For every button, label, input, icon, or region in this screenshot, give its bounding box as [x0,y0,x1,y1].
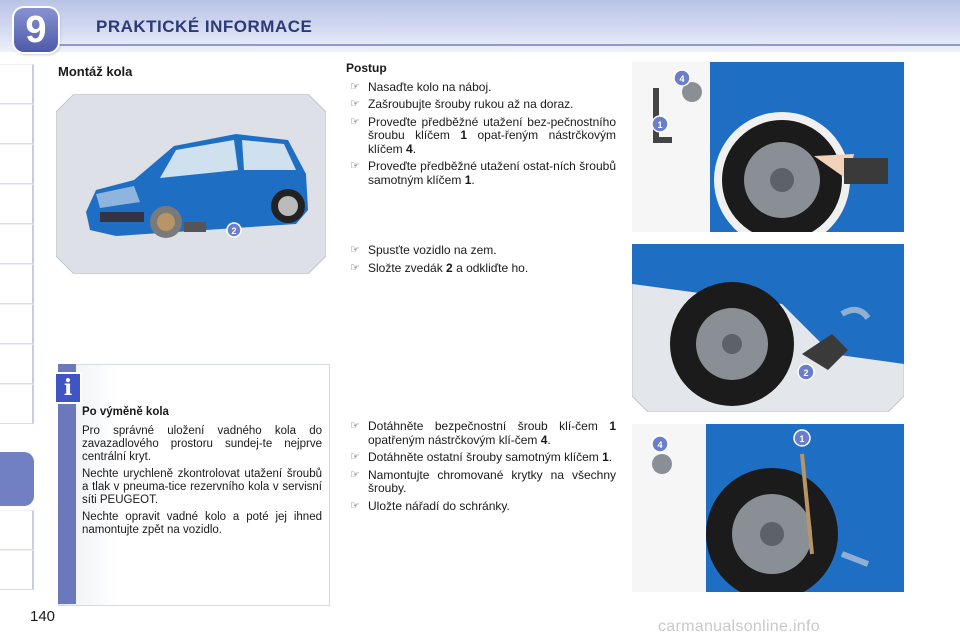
side-tab[interactable] [0,264,34,304]
arrow-icon: ☞ [350,499,360,512]
side-tab[interactable] [0,184,34,224]
section-title: Montáž kola [58,64,133,79]
side-tab[interactable] [0,550,34,590]
bolt-tightening-illustration [632,424,904,592]
arrow-icon: ☞ [350,80,360,93]
header-divider [40,44,960,46]
page-number: 140 [30,608,56,625]
procedure-step: ☞ Dotáhněte bezpečnostní šroub klí-čem 1 opatřeným nástrčkovým klí-čem 4. [350,419,616,447]
arrow-icon: ☞ [350,451,360,463]
watermark: carmanualsonline.info [658,618,820,635]
wheel-mounting-illustration [632,62,904,232]
fig3-callout-1: 1 [799,434,805,444]
procedure-step: ☞ Proveďte předběžné utažení ostat-ních šroubů samotným klíčem 1. [350,159,616,187]
procedure-label: Postup [346,61,387,75]
procedure-step: ☞ Proveďte předběžné utažení bez-pečnostního šroubu klíčem 1 opat-řeným nástrčkovým klíčem 4. [350,114,616,156]
arrow-icon: ☞ [350,468,360,481]
arrow-icon: ☞ [350,244,360,256]
arrow-icon: ☞ [350,160,360,172]
side-tab[interactable] [0,384,34,424]
car-callout-2: 2 [231,226,237,236]
procedure-step: ☞ Dotáhněte ostatní šrouby samotným klíčem 1. [350,450,613,464]
car-illustration [56,94,326,274]
side-tab[interactable] [0,64,34,104]
side-tab[interactable] [0,510,34,550]
procedure-step: ☞ Složte zvedák 2 a odkliďte ho. [350,260,529,275]
procedure-step: ☞ Zašroubujte šrouby rukou až na doraz. [350,97,574,111]
info-icon: i [54,372,82,404]
fig3-callout-4: 4 [657,440,663,450]
arrow-icon: ☞ [350,420,360,432]
info-content [82,406,322,541]
info-heading: Po výměně kola [82,406,169,418]
arrow-icon: ☞ [350,115,360,128]
procedure-group-3 [346,420,616,517]
info-paragraph: Pro správné uložení vadného kola do zavazadlového prostoru sundej-te nejprve centrální kryt. [82,425,322,463]
info-paragraph: Nechte urychleně zkontrolovat utažení šroubů a tlak v pneuma-tice rezervního kola v servisní síti PEUGEOT. [82,468,322,506]
procedure-step: ☞ Spusťte vozidlo na zem. [350,243,497,257]
fig1-callout-4: 4 [679,74,685,84]
procedure-group-2 [346,244,616,279]
side-tab-active[interactable] [0,452,34,506]
side-tab[interactable] [0,344,34,384]
procedure-group-1 [346,62,616,191]
side-tab[interactable] [0,144,34,184]
side-tab[interactable] [0,104,34,144]
fig2-callout-2: 2 [803,368,809,378]
lower-vehicle-illustration [632,244,904,412]
side-tab[interactable] [0,224,34,264]
arrow-icon: ☞ [350,98,360,110]
arrow-icon: ☞ [350,261,360,274]
procedure-step: ☞ Uložte nářadí do schránky. [350,498,510,513]
side-tab[interactable] [0,304,34,344]
fig1-callout-1: 1 [657,120,663,130]
page-header-title: PRAKTICKÉ INFORMACE [96,17,313,36]
procedure-step: ☞ Namontujte chromované krytky na všechny šrouby. [350,467,616,495]
procedure-step: ☞ Nasaďte kolo na náboj. [350,79,492,94]
info-paragraph: Nechte opravit vadné kolo a poté jej ihned namontujte zpět na vozidlo. [82,511,322,536]
chapter-badge: 9 [14,8,58,52]
